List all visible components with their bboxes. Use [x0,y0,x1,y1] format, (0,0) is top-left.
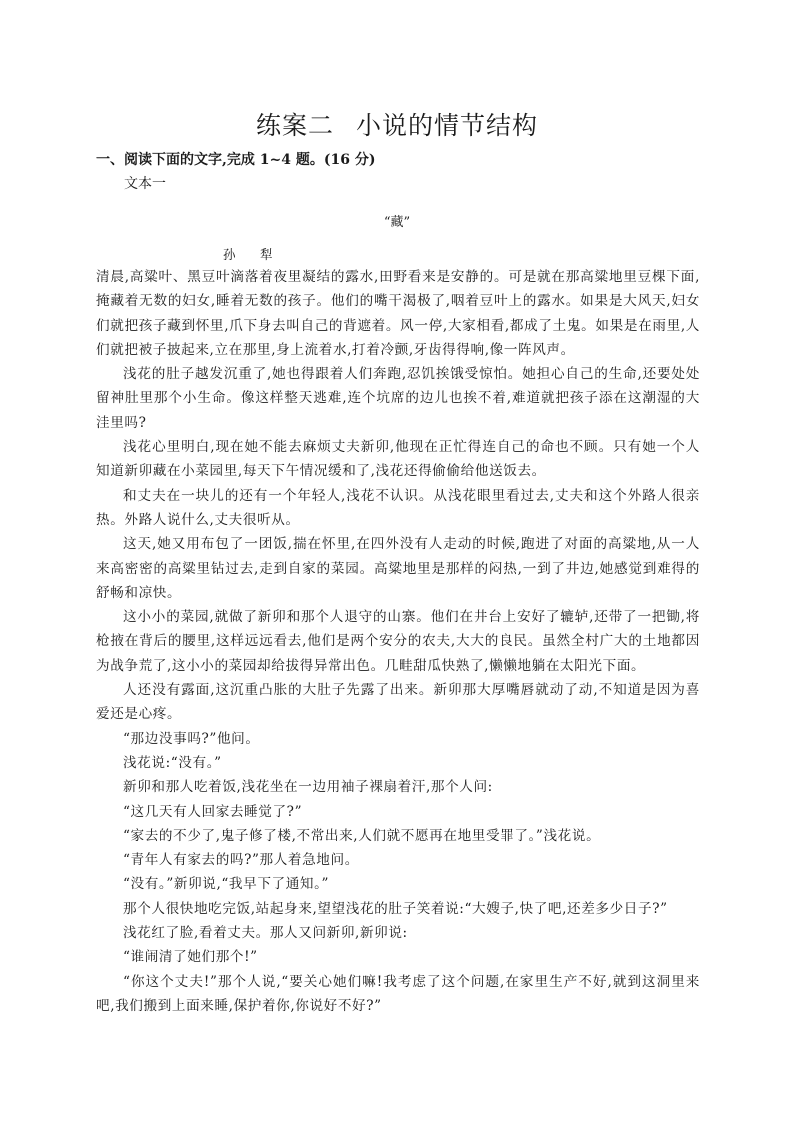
story-title: “藏” [383,215,411,230]
story-paragraph: 浅花说:“没有。” [123,754,222,771]
story-author: 孙 犁 [223,247,279,262]
question-heading: 一、阅读下面的文字,完成 1~4 题。(16 分) [96,152,376,168]
story-paragraph: “你这个丈夫!”那个人说,“要关心她们嘛!我考虑了这个问题,在家里生产不好,就到这洞里来吧,我们搬到上面来睡,保护着你,你说好不好?” [96,973,700,1014]
story-paragraph: “这几天有人回家去睡觉了?” [123,803,303,820]
story-paragraph: 浅花心里明白,现在她不能去麻烦丈夫新卯,他现在正忙得连自己的命也不顾。只有她一个人知道新卯藏在小菜园里,每天下午情况缓和了,浅花还得偷偷给他送饭去。 [96,439,700,480]
story-paragraph: “谁闹清了她们那个!” [123,949,258,966]
story-paragraph: 浅花的肚子越发沉重了,她也得跟着人们奔跑,忍饥挨饿受惊怕。她担心自己的生命,还要处处留神肚里那个小生命。像这样整天逃难,连个坑席的边儿也挨不着,难道就把孩子添在这潮湿的大洼里吗? [96,366,700,431]
story-paragraph: 清晨,高粱叶、黑豆叶滴落着夜里凝结的露水,田野看来是安静的。可是就在那高粱地里豆棵下面,掩藏着无数的妇女,睡着无数的孩子。他们的嘴干渴极了,咽着豆叶上的露水。如果是大风天,妇女们就把孩子藏到怀里,爪下身去叫自己的背遮着。风一停,大家相看,都成了土鬼。如果是在雨里,人们就把被子披起来,立在那里,身上流着水,打着冷颤,牙齿得得响,像一阵风声。 [96,269,700,358]
story-body [96,265,700,1018]
title-part-1: 练案二 [255,111,334,140]
story-paragraph: “青年人有家去的吗?”那人着急地问。 [123,852,359,869]
story-paragraph: 浅花红了脸,看着丈夫。那人又问新卯,新卯说: [123,925,408,942]
title-part-2: 小说的情节结构 [356,111,539,140]
story-paragraph: “没有。”新卯说,“我早下了通知。” [123,876,330,893]
story-paragraph: 那个人很快地吃完饭,站起身来,望望浅花的肚子笑着说:“大嫂子,快了吧,还差多少日子?” [123,900,668,917]
story-paragraph: 和丈夫在一块儿的还有一个年轻人,浅花不认识。从浅花眼里看过去,丈夫和这个外路人很亲热。外路人说什么,丈夫很听从。 [96,487,700,528]
story-paragraph: 新卯和那人吃着饭,浅花坐在一边用袖子裸扇着汗,那个人问: [123,779,493,796]
story-paragraph: 这小小的菜园,就做了新卯和那个人退守的山寨。他们在井台上安好了辘轳,还带了一把锄,将枪掖在背后的腰里,这样远远看去,他们是两个安分的农夫,大大的良民。虽然全村广大的土地都因为战争荒了,这小小的菜园却给拔得异常出色。几畦甜瓜快熟了,懒懒地躺在太阳光下面。 [96,609,700,674]
page-title [0,106,794,142]
story-paragraph: 这天,她又用布包了一团饭,揣在怀里,在四外没有人走动的时候,跑进了对面的高粱地,从一人来高密密的高粱里钻过去,走到自家的菜园。高粱地里是那样的闷热,一到了井边,她感觉到难得的舒畅和凉快。 [96,536,700,601]
story-paragraph: “那边没事吗?”他问。 [123,730,260,747]
story-paragraph: 人还没有露面,这沉重凸胀的大肚子先露了出来。新卯那大厚嘴唇就动了动,不知道是因为喜爱还是心疼。 [96,682,700,723]
text-label: 文本一 [124,176,166,192]
story-paragraph: “家去的不少了,鬼子修了楼,不常出来,人们就不愿再在地里受罪了。”浅花说。 [123,827,601,844]
